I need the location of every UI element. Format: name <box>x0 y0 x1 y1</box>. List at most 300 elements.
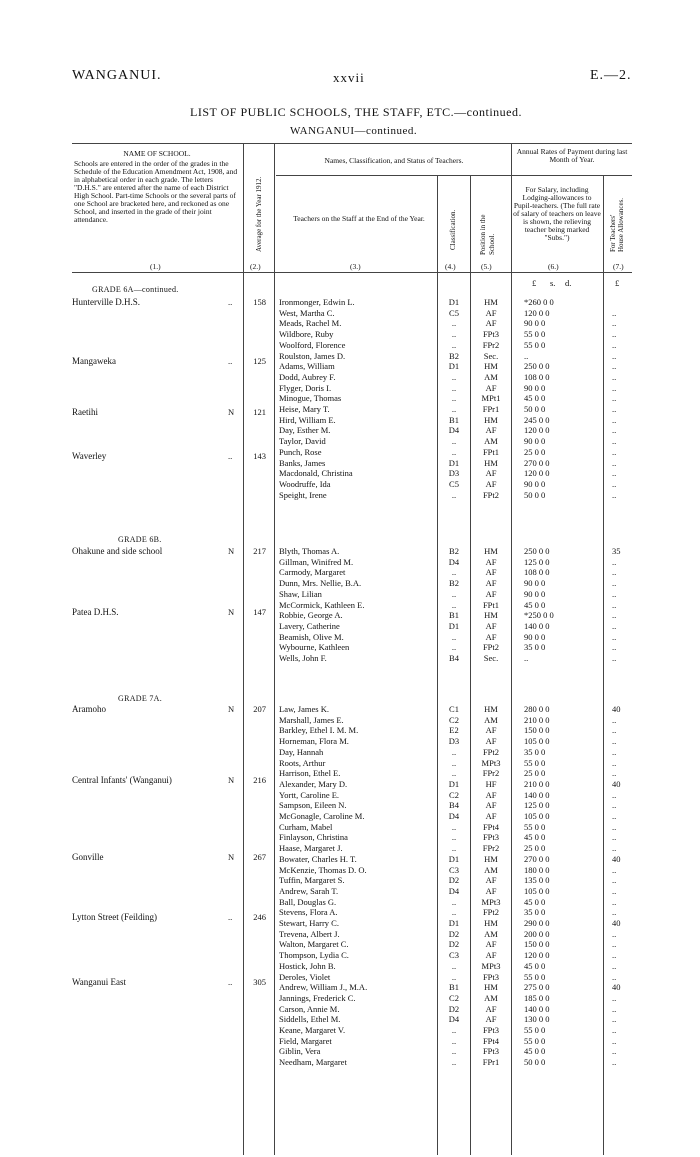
teacher-classification: .. <box>451 907 457 918</box>
teacher-name: Siddells, Ethel M. <box>279 1014 341 1025</box>
teacher-name: Flyger, Doris I. <box>279 382 332 393</box>
teacher-position: HM <box>484 610 498 621</box>
teacher-classification: .. <box>451 382 457 393</box>
teacher-classification: .. <box>451 746 457 757</box>
school-name: Aramoho <box>72 704 106 714</box>
school-average: 246 <box>253 912 266 922</box>
teacher-classification: D2 <box>448 928 460 939</box>
teacher-house-allowance: .. <box>612 588 617 599</box>
teacher-house-allowance: .. <box>612 436 617 447</box>
teacher-house-allowance: .. <box>612 556 617 567</box>
teacher-position: AF <box>485 588 497 599</box>
teacher-name: Speight, Irene <box>279 489 327 500</box>
teacher-name: Ironmonger, Edwin L. <box>279 297 355 307</box>
teacher-classification: .. <box>451 404 457 414</box>
teacher-position: FPt1 <box>482 599 500 610</box>
teacher-position: AM <box>484 864 498 875</box>
teacher-house-allowance: .. <box>612 800 617 811</box>
teacher-salary: 55 0 0 <box>524 821 546 832</box>
teacher-salary: 50 0 0 <box>524 404 546 414</box>
teacher-name: Finlayson, Christina <box>279 832 348 843</box>
page-title: LIST OF PUBLIC SCHOOLS, THE STAFF, ETC.—continued. <box>190 105 522 119</box>
teacher-house-allowance: 40 <box>612 704 621 714</box>
teacher-salary: 55 0 0 <box>524 1035 546 1046</box>
teacher-salary: 90 0 0 <box>524 436 546 447</box>
currency-pound: £ <box>532 278 537 288</box>
teacher-salary: 108 0 0 <box>524 371 550 382</box>
teacher-house-allowance: .. <box>612 864 617 875</box>
teacher-position: FPr2 <box>482 339 500 350</box>
teacher-name: Lavery, Catherine <box>279 620 340 631</box>
grade-label: GRADE 6B. <box>118 535 162 544</box>
teacher-salary: 108 0 0 <box>524 567 550 578</box>
col-num-3: (3.) <box>350 262 361 271</box>
teacher-house-allowance: .. <box>612 446 617 457</box>
teacher-name: Gillman, Winifred M. <box>279 556 354 567</box>
teacher-salary: 180 0 0 <box>524 864 550 875</box>
teacher-name: Taylor, David <box>279 436 326 447</box>
school-mark: N <box>228 546 235 556</box>
teacher-salary: 105 0 0 <box>524 885 550 896</box>
teacher-name: Yortt, Caroline E. <box>279 789 340 800</box>
teacher-classification: B4 <box>449 653 459 663</box>
teacher-classification: D1 <box>448 620 460 631</box>
teacher-position: AM <box>484 928 498 939</box>
teacher-house-allowance: .. <box>612 971 617 982</box>
teacher-classification: C5 <box>449 307 459 318</box>
col-rule-pos-left <box>470 175 471 1155</box>
teacher-name: Heise, Mary T. <box>279 404 330 414</box>
col-rule-house-left <box>603 175 604 1155</box>
col-num-5: (5.) <box>481 262 492 271</box>
teacher-position: HM <box>484 918 498 928</box>
teacher-salary: 25 0 0 <box>524 843 546 854</box>
teacher-position: AF <box>485 631 497 642</box>
header-bottom-rule <box>72 272 632 273</box>
teacher-classification: .. <box>451 832 457 843</box>
teacher-classification: D1 <box>448 297 460 307</box>
teacher-name: Hird, William E. <box>279 414 336 425</box>
teacher-house-allowance: .. <box>612 371 617 382</box>
teacher-classification: .. <box>451 371 457 382</box>
teacher-position: FPt1 <box>482 446 500 457</box>
teacher-classification: .. <box>451 436 457 447</box>
teacher-salary: 280 0 0 <box>524 704 550 714</box>
col7-house-header: For Teachers' House Allowances. <box>609 197 625 252</box>
teacher-house-allowance: 35 <box>612 546 621 556</box>
teacher-salary: 90 0 0 <box>524 631 546 642</box>
teacher-position: AF <box>485 382 497 393</box>
teacher-house-allowance: .. <box>612 489 617 500</box>
teacher-salary: 25 0 0 <box>524 446 546 457</box>
teacher-position: FPt3 <box>482 1046 500 1057</box>
school-name: Raetihi <box>72 407 98 417</box>
col2-avg-header: Average for the Year 1912. <box>255 176 263 252</box>
teacher-position: AF <box>485 425 497 436</box>
teacher-salary: 55 0 0 <box>524 329 546 340</box>
teacher-classification: .. <box>451 1025 457 1035</box>
teacher-house-allowance: .. <box>612 811 617 821</box>
teacher-name: Roulston, James D. <box>279 350 346 361</box>
teacher-classification: D4 <box>448 425 460 436</box>
col-num-7: (7.) <box>613 262 624 271</box>
school-name: Central Infants' (Wanganui) <box>72 775 172 785</box>
teacher-classification: E2 <box>449 725 459 736</box>
teacher-house-allowance: .. <box>612 393 617 404</box>
teacher-classification: B2 <box>449 546 459 556</box>
teacher-salary: 90 0 0 <box>524 578 546 589</box>
teacher-classification: .. <box>451 896 457 907</box>
teacher-name: Day, Esther M. <box>279 425 331 436</box>
teacher-classification: .. <box>451 339 457 350</box>
page-subtitle: WANGANUI—continued. <box>290 125 418 137</box>
teacher-classification: C3 <box>449 950 459 961</box>
school-mark: N <box>228 704 235 714</box>
teacher-classification: .. <box>451 393 457 404</box>
teacher-position: AF <box>485 468 497 479</box>
teacher-name: Thompson, Lydia C. <box>279 950 349 961</box>
teacher-position: FPt3 <box>482 971 500 982</box>
teacher-name: Dunn, Mrs. Nellie, B.A. <box>279 578 362 589</box>
school-name: Patea D.H.S. <box>72 607 119 617</box>
teacher-house-allowance: .. <box>612 414 617 425</box>
currency-pound-house: £ <box>615 278 620 288</box>
teacher-house-allowance: .. <box>612 307 617 318</box>
teacher-name: Tuffin, Margaret S. <box>279 875 345 886</box>
teacher-position: HM <box>484 704 498 714</box>
teacher-salary: 120 0 0 <box>524 425 550 436</box>
teacher-classification: D2 <box>448 875 460 886</box>
teacher-salary: 45 0 0 <box>524 393 546 404</box>
teacher-salary: 135 0 0 <box>524 875 550 886</box>
teacher-salary: *260 0 0 <box>524 297 554 307</box>
teacher-name: Minogue, Thomas <box>279 393 342 404</box>
teacher-name: Hostick, John B. <box>279 960 336 971</box>
teacher-position: MPt3 <box>481 896 501 907</box>
col-num-4: (4.) <box>445 262 456 271</box>
teacher-name: Woolford, Florence <box>279 339 346 350</box>
teacher-classification: C2 <box>449 789 459 800</box>
teacher-salary: 290 0 0 <box>524 918 550 928</box>
teacher-salary: 55 0 0 <box>524 971 546 982</box>
teacher-name: Shaw, Lilian <box>279 588 322 599</box>
teacher-name: Wybourne, Kathleen <box>279 642 350 653</box>
teacher-classification: C2 <box>449 714 459 725</box>
teacher-position: FPt2 <box>482 746 500 757</box>
teacher-salary: 140 0 0 <box>524 789 550 800</box>
teacher-classification: .. <box>451 843 457 854</box>
teacher-position: FPt2 <box>482 489 500 500</box>
teacher-position: AF <box>485 1003 497 1014</box>
teacher-house-allowance: .. <box>612 885 617 896</box>
teacher-position: AF <box>485 620 497 631</box>
teacher-house-allowance: .. <box>612 382 617 393</box>
teacher-classification: .. <box>451 446 457 457</box>
teacher-name: McCormick, Kathleen E. <box>279 599 365 610</box>
teacher-house-allowance: .. <box>612 631 617 642</box>
teacher-position: Sec. <box>483 350 499 361</box>
teacher-position: MPt3 <box>481 757 501 768</box>
teacher-salary: 250 0 0 <box>524 546 550 556</box>
teacher-house-allowance: .. <box>612 714 617 725</box>
teacher-position: AM <box>484 436 498 447</box>
school-name: Ohakune and side school <box>72 546 163 556</box>
teacher-house-allowance: .. <box>612 1046 617 1057</box>
teacher-classification: B1 <box>449 982 459 993</box>
col-rule-pay-left <box>511 143 512 1155</box>
teacher-salary: 210 0 0 <box>524 778 550 789</box>
school-average: 217 <box>253 546 266 556</box>
teacher-salary: 90 0 0 <box>524 318 546 329</box>
teacher-house-allowance: .. <box>612 642 617 653</box>
teacher-position: AF <box>485 875 497 886</box>
teacher-house-allowance: .. <box>612 1025 617 1035</box>
school-mark: N <box>228 407 235 417</box>
teacher-classification: .. <box>451 971 457 982</box>
school-name: Lytton Street (Feilding) <box>72 912 157 922</box>
school-average: 121 <box>253 407 266 417</box>
teacher-classification: D2 <box>448 1003 460 1014</box>
col-num-2: (2.) <box>250 262 261 271</box>
teacher-salary: .. <box>524 653 529 663</box>
teacher-name: Harrison, Ethel E. <box>279 768 341 779</box>
school-average: 147 <box>253 607 266 617</box>
teacher-salary: 90 0 0 <box>524 382 546 393</box>
teacher-classification: B4 <box>449 800 459 811</box>
teacher-name: Deroles, Violet <box>279 971 331 982</box>
teacher-house-allowance: .. <box>612 939 617 950</box>
teacher-position: FPr2 <box>482 768 500 779</box>
school-name: Hunterville D.H.S. <box>72 297 140 307</box>
teacher-classification: .. <box>451 489 457 500</box>
teacher-salary: 35 0 0 <box>524 907 546 918</box>
col4-class-header: Classification. <box>449 209 457 250</box>
teacher-classification: D3 <box>448 736 460 747</box>
teacher-classification: C3 <box>449 864 459 875</box>
col3-title: Names, Classification, and Status of Teachers. <box>324 156 464 165</box>
teacher-classification: .. <box>451 821 457 832</box>
teacher-position: FPt3 <box>482 832 500 843</box>
teacher-position: FPr1 <box>482 1057 500 1068</box>
teacher-classification: B1 <box>449 414 459 425</box>
teacher-classification: D1 <box>448 778 460 789</box>
teacher-name: Field, Margaret <box>279 1035 332 1046</box>
currency-shilling: s. <box>550 278 556 288</box>
school-mark: N <box>228 775 235 785</box>
teacher-name: Blyth, Thomas A. <box>279 546 340 556</box>
teacher-position: AF <box>485 736 497 747</box>
col1-note: Schools are entered in the order of the grades in the Schedule of the Education Amendment Act, 1908, and in alphabetical order in each grade. The letters "D.H.S." are entered after the name of each District High School. Part-time Schools or the several parts of one School are bracketed here, and reckoned as one School, and inserted in the grade of their joint attendance. <box>74 159 238 224</box>
teacher-name: Walton, Margaret C. <box>279 939 349 950</box>
teacher-salary: 50 0 0 <box>524 489 546 500</box>
teacher-house-allowance: .. <box>612 950 617 961</box>
teacher-classification: B1 <box>449 610 459 621</box>
teacher-house-allowance: .. <box>612 468 617 479</box>
teacher-salary: 210 0 0 <box>524 714 550 725</box>
teacher-salary: 125 0 0 <box>524 800 550 811</box>
teacher-name: Andrew, William J., M.A. <box>279 982 368 993</box>
teacher-name: Roots, Arthur <box>279 757 326 768</box>
school-name: Gonville <box>72 852 104 862</box>
teacher-classification: D1 <box>448 457 460 468</box>
teacher-name: Giblin, Vera <box>279 1046 321 1057</box>
teacher-house-allowance: .. <box>612 578 617 589</box>
teacher-position: AF <box>485 567 497 578</box>
teacher-position: HM <box>484 982 498 993</box>
teacher-salary: 105 0 0 <box>524 811 550 821</box>
teacher-house-allowance: 40 <box>612 982 621 993</box>
teacher-name: Trevena, Albert J. <box>279 928 340 939</box>
teacher-name: Carson, Annie M. <box>279 1003 340 1014</box>
teacher-house-allowance: .. <box>612 425 617 436</box>
teacher-classification: D3 <box>448 468 460 479</box>
teacher-name: Keane, Margaret V. <box>279 1025 346 1035</box>
teacher-classification: .. <box>451 1046 457 1057</box>
school-name: Wanganui East <box>72 977 127 987</box>
teacher-position: AF <box>485 789 497 800</box>
teacher-classification: .. <box>451 768 457 779</box>
school-average: 158 <box>253 297 266 307</box>
teacher-name: Barkley, Ethel I. M. M. <box>279 725 359 736</box>
teacher-salary: 140 0 0 <box>524 620 550 631</box>
teacher-house-allowance: .. <box>612 725 617 736</box>
teacher-house-allowance: .. <box>612 746 617 757</box>
teacher-name: Wildbore, Ruby <box>279 329 334 340</box>
teacher-classification: .. <box>451 1035 457 1046</box>
teacher-house-allowance: .. <box>612 907 617 918</box>
teacher-house-allowance: .. <box>612 329 617 340</box>
teacher-salary: 35 0 0 <box>524 746 546 757</box>
teacher-position: FPr2 <box>482 843 500 854</box>
teacher-house-allowance: 40 <box>612 853 621 864</box>
teacher-classification: .. <box>451 567 457 578</box>
teacher-house-allowance: .. <box>612 832 617 843</box>
teacher-position: FPr1 <box>482 404 500 414</box>
teacher-house-allowance: .. <box>612 843 617 854</box>
teacher-name: Day, Hannah <box>279 746 324 757</box>
teacher-house-allowance: .. <box>612 361 617 372</box>
teacher-classification: D4 <box>448 811 460 821</box>
teacher-name: Punch, Rose <box>279 446 322 457</box>
teacher-salary: 130 0 0 <box>524 1014 550 1025</box>
teacher-name: Adams, William <box>279 361 335 372</box>
teacher-house-allowance: .. <box>612 896 617 907</box>
teacher-name: Carmody, Margaret <box>279 567 346 578</box>
teacher-salary: 275 0 0 <box>524 982 550 993</box>
teacher-house-allowance: .. <box>612 599 617 610</box>
col1-title: NAME OF SCHOOL. <box>123 149 191 158</box>
teacher-house-allowance: .. <box>612 768 617 779</box>
col-rule-names-left <box>274 143 275 1155</box>
teacher-classification: D4 <box>448 556 460 567</box>
teacher-house-allowance: .. <box>612 1035 617 1046</box>
teacher-position: FPt2 <box>482 907 500 918</box>
teacher-salary: 55 0 0 <box>524 339 546 350</box>
teacher-house-allowance: .. <box>612 789 617 800</box>
teacher-name: Needham, Margaret <box>279 1057 347 1068</box>
teacher-name: Beamish, Olive M. <box>279 631 344 642</box>
teacher-house-allowance: 40 <box>612 918 621 928</box>
teacher-position: FPt3 <box>482 329 500 340</box>
currency-pence: d. <box>565 278 572 288</box>
teacher-house-allowance: .. <box>612 875 617 886</box>
teacher-position: HM <box>484 361 498 372</box>
teacher-house-allowance: .. <box>612 1057 617 1068</box>
header-reference: E.—2. <box>590 68 632 83</box>
teacher-name: Stewart, Harry C. <box>279 918 339 928</box>
teacher-salary: 250 0 0 <box>524 361 550 372</box>
school-mark: N <box>228 852 235 862</box>
teacher-name: Meads, Rachel M. <box>279 318 342 329</box>
teacher-salary: 150 0 0 <box>524 939 550 950</box>
teacher-position: HM <box>484 853 498 864</box>
col-rule-avg-left <box>243 143 244 1155</box>
col-num-1: (1.) <box>150 262 161 271</box>
teacher-house-allowance: .. <box>612 567 617 578</box>
school-average: 305 <box>253 977 266 987</box>
school-average: 143 <box>253 451 266 461</box>
teacher-classification: C1 <box>449 704 459 714</box>
teacher-salary: 50 0 0 <box>524 1057 546 1068</box>
teacher-position: AF <box>485 318 497 329</box>
teacher-classification: D1 <box>448 853 460 864</box>
teacher-salary: 90 0 0 <box>524 478 546 489</box>
teacher-salary: 90 0 0 <box>524 588 546 599</box>
teacher-name: Woodruffe, Ida <box>279 478 331 489</box>
teacher-salary: 120 0 0 <box>524 307 550 318</box>
teacher-house-allowance: .. <box>612 610 617 621</box>
teacher-classification: D4 <box>448 1014 460 1025</box>
teacher-salary: 55 0 0 <box>524 1025 546 1035</box>
teacher-classification: D2 <box>448 939 460 950</box>
teacher-name: Haase, Margaret J. <box>279 843 343 854</box>
teacher-position: AF <box>485 811 497 821</box>
teacher-name: Alexander, Mary D. <box>279 778 348 789</box>
teacher-classification: B2 <box>449 578 459 589</box>
col6-salary-header: For Salary, including Lodging-allowances to Pupil-teachers. (The full rate of salary of teachers on leave is shown, the relieving teacher being marked "Subs.") <box>513 185 601 242</box>
school-average: 216 <box>253 775 266 785</box>
school-name: Waverley <box>72 451 107 461</box>
teacher-salary: 35 0 0 <box>524 642 546 653</box>
teacher-position: AF <box>485 307 497 318</box>
school-mark: .. <box>228 977 233 987</box>
col3-sub: Teachers on the Staff at the End of the Year. <box>293 214 425 223</box>
teacher-name: Bowater, Charles H. T. <box>279 853 357 864</box>
teacher-house-allowance: .. <box>612 478 617 489</box>
teacher-classification: .. <box>451 631 457 642</box>
teacher-salary: 45 0 0 <box>524 960 546 971</box>
teacher-house-allowance: .. <box>612 1003 617 1014</box>
teacher-classification: .. <box>451 960 457 971</box>
school-average: 267 <box>253 852 266 862</box>
teacher-name: West, Martha C. <box>279 307 335 318</box>
teacher-salary: 120 0 0 <box>524 468 550 479</box>
teacher-position: HM <box>484 546 498 556</box>
school-mark: N <box>228 607 235 617</box>
teacher-name: Stevens, Flora A. <box>279 907 338 918</box>
teacher-house-allowance: .. <box>612 653 617 663</box>
teacher-house-allowance: .. <box>612 757 617 768</box>
school-name: Mangaweka <box>72 356 116 366</box>
teacher-name: Horneman, Flora M. <box>279 736 349 747</box>
teacher-position: AF <box>485 885 497 896</box>
teacher-salary: 45 0 0 <box>524 1046 546 1057</box>
school-mark: .. <box>228 451 233 461</box>
school-mark: .. <box>228 912 233 922</box>
teacher-classification: .. <box>451 642 457 653</box>
school-average: 125 <box>253 356 266 366</box>
teacher-name: Banks, James <box>279 457 326 468</box>
